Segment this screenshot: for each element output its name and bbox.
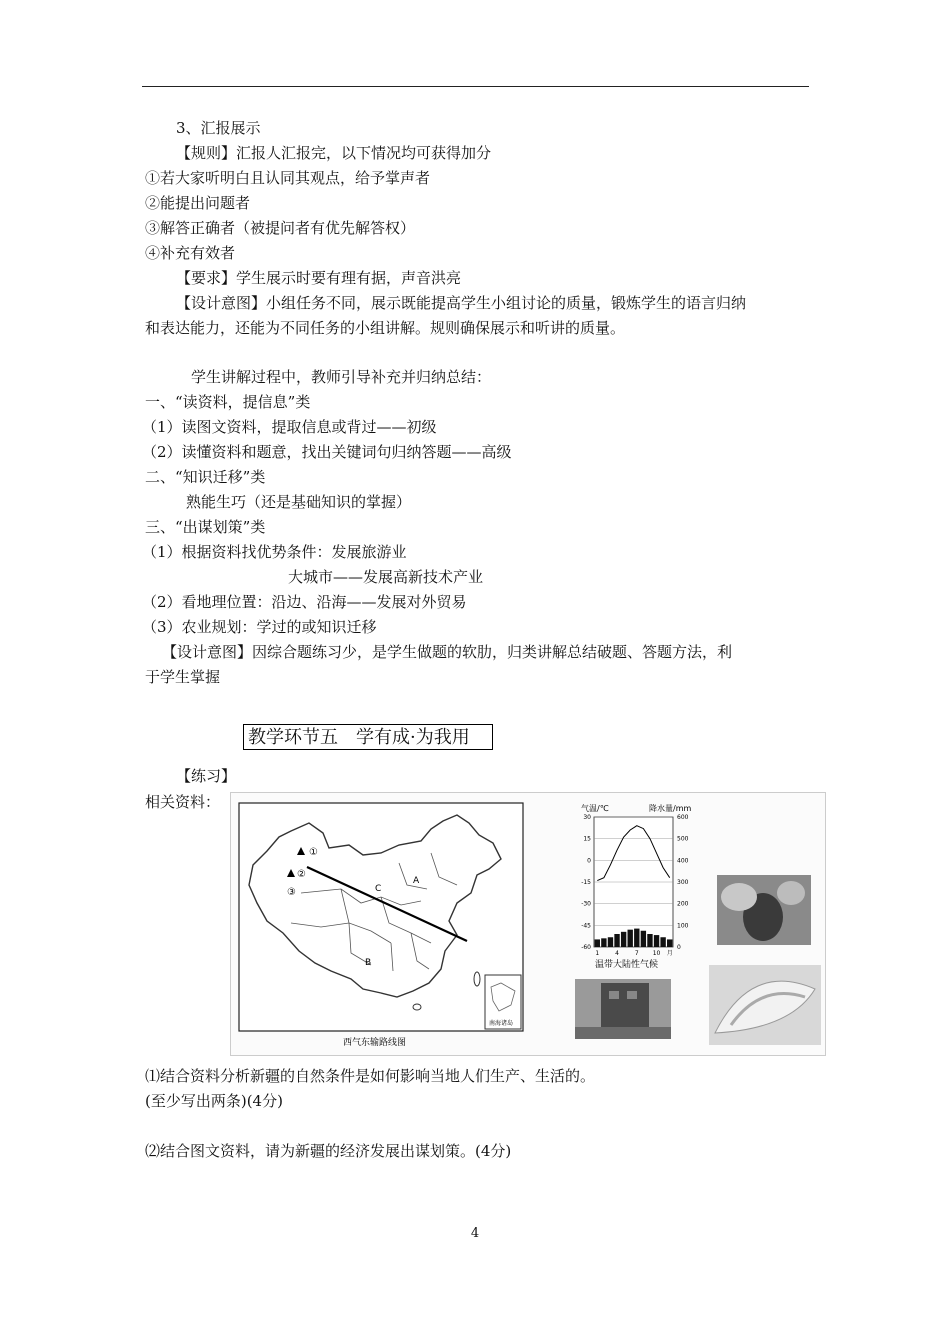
section-title-box: 教学环节五 学有成·为我用 — [243, 724, 493, 750]
photo-person — [717, 875, 811, 945]
precip-bar — [595, 939, 600, 947]
text-line: 【要求】学生展示时要有理有据，声音洪亮 — [176, 269, 462, 287]
precip-bar — [654, 935, 659, 947]
temp-axis-label: 气温/℃ — [581, 804, 609, 813]
precip-tick-label: 200 — [677, 900, 689, 908]
precip-tick-label: 600 — [677, 814, 689, 821]
precip-axis-label: 降水量/mm — [649, 804, 692, 813]
text-line: 熟能生巧（还是基础知识的掌握） — [186, 493, 412, 511]
climate-chart — [581, 803, 691, 970]
header-rule — [142, 86, 809, 87]
precip-bar — [608, 937, 613, 947]
text-line: 【练习】 — [176, 767, 237, 785]
text-line: 三、“出谋划策”类 — [145, 518, 266, 536]
precip-tick-label: 0 — [677, 944, 681, 951]
month-tick-label: 10 — [652, 950, 661, 957]
text-line: 相关资料： — [145, 793, 221, 811]
text-line: 【设计意图】因综合题练习少，是学生做题的软肋，归类讲解总结破题、答题方法，利 — [162, 643, 733, 661]
map-frame — [239, 803, 523, 1031]
text-line: ⑵结合图文资料，请为新疆的经济发展出谋划策。(4分) — [145, 1142, 512, 1160]
temp-tick-label: -15 — [581, 879, 591, 886]
precip-tick-label: 500 — [677, 835, 689, 843]
inset-label: 南海诸岛 — [489, 1020, 514, 1027]
map-label-a: A — [413, 876, 420, 886]
precip-bar — [601, 938, 606, 947]
text-line: （1）读图文资料，提取信息或背过——初级 — [142, 418, 437, 436]
precip-bar — [667, 939, 672, 947]
month-tick-label: 7 — [634, 950, 639, 957]
precip-tick-label: 400 — [677, 857, 689, 865]
text-line: ④补充有效者 — [145, 244, 236, 262]
map-label-2: ② — [297, 869, 306, 880]
text-line: ②能提出问题者 — [145, 194, 251, 212]
precip-bar — [621, 932, 626, 947]
text-line: 3、汇报展示 — [176, 119, 261, 137]
chart-caption: 温带大陆性气候 — [595, 960, 659, 970]
map-label-c: C — [375, 884, 382, 894]
text-line: 学生讲解过程中，教师引导补充并归纳总结： — [191, 368, 492, 386]
text-line: （2）看地理位置：沿边、沿海——发展对外贸易 — [142, 593, 467, 611]
page-number: 4 — [470, 1226, 480, 1241]
precip-tick-label: 100 — [677, 922, 689, 930]
map-label-1: ① — [309, 847, 318, 858]
map-label-b: B — [365, 958, 372, 968]
text-line: 【规则】汇报人汇报完，以下情况均可获得加分 — [176, 144, 492, 162]
temp-tick-label: -30 — [581, 900, 591, 908]
text-line: ⑴结合资料分析新疆的自然条件是如何影响当地人们生产、生活的。 — [145, 1067, 596, 1085]
figure-svg — [231, 793, 825, 1055]
precip-bar — [660, 937, 665, 947]
precip-bar — [634, 929, 639, 947]
text-line: 二、“知识迁移”类 — [145, 468, 266, 486]
text-line: ③解答正确者（被提问者有优先解答权） — [145, 219, 416, 237]
map-label-3: ③ — [287, 887, 296, 898]
temp-tick-label: 0 — [587, 857, 591, 865]
temp-tick-label: -60 — [581, 944, 591, 951]
photo-building — [575, 979, 671, 1039]
text-line: 于学生掌握 — [145, 668, 221, 686]
text-line: 一、“读资料，提信息”类 — [145, 393, 311, 411]
precip-bar — [647, 934, 652, 947]
month-tick-label: 1 — [595, 950, 600, 957]
photo-melon — [709, 965, 821, 1045]
precip-bar — [641, 931, 646, 947]
text-line: ①若大家听明白且认同其观点，给予掌声者 — [145, 169, 431, 187]
text-line: 和表达能力，还能为不同任务的小组讲解。规则确保展示和听讲的质量。 — [145, 319, 626, 337]
map-caption: 西气东输路线图 — [343, 1038, 407, 1048]
temp-tick-label: 30 — [583, 814, 591, 821]
month-tick-label: 4 — [615, 950, 619, 957]
precip-tick-label: 300 — [677, 879, 689, 886]
precip-bar — [628, 930, 633, 947]
text-line: （3）农业规划：学过的或知识迁移 — [142, 618, 377, 636]
month-tick-label: 月 — [666, 950, 673, 957]
text-line: （1）根据资料找优势条件：发展旅游业 — [142, 543, 407, 561]
text-line: 【设计意图】小组任务不同，展示既能提高学生小组讨论的质量，锻炼学生的语言归纳 — [176, 294, 747, 312]
precip-bar — [614, 934, 619, 947]
text-line: 大城市——发展高新技术产业 — [288, 568, 484, 586]
temp-tick-label: -45 — [581, 922, 591, 930]
related-materials-figure — [230, 792, 826, 1056]
text-line: (至少写出两条)(4分) — [145, 1092, 283, 1110]
text-line: （2）读懂资料和题意，找出关键词句归纳答题——高级 — [142, 443, 512, 461]
temp-tick-label: 15 — [583, 835, 591, 843]
